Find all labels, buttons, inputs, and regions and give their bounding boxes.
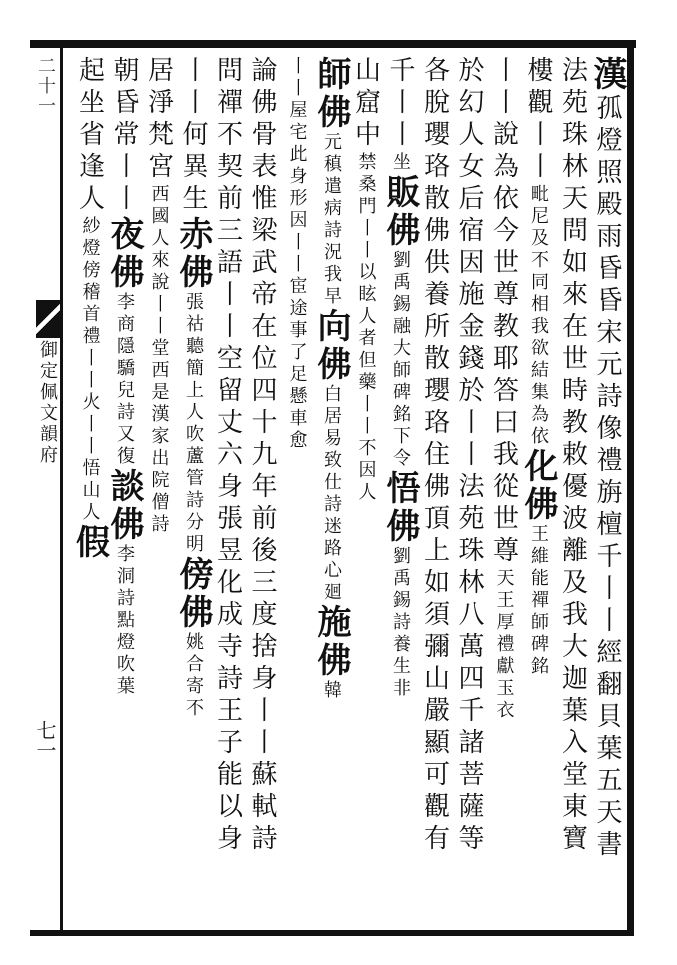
annotation: 王維能禪師碑銘 bbox=[528, 524, 549, 678]
annotation: 因丨丨宦途事了足懸車 bbox=[286, 210, 308, 430]
bottom-frame-rule bbox=[30, 930, 634, 936]
annotation: 白居易致仕詩迷路心廻 bbox=[321, 384, 342, 604]
annotation: 禁桑門丨丨以眩人者 bbox=[355, 152, 377, 350]
annotation: 但藥丨丨不因人 bbox=[355, 350, 377, 504]
headword: 夜佛 bbox=[104, 216, 144, 292]
annotation: 元稹遣病詩況我早 bbox=[321, 132, 342, 308]
book-title: 御定佩文韻府 bbox=[37, 340, 58, 466]
annotation: 劉禹錫詩養生非 bbox=[390, 546, 411, 700]
text-column bbox=[68, 56, 112, 926]
text-run: 起坐省逢人 bbox=[74, 56, 105, 216]
fish-tail-mark bbox=[36, 300, 60, 338]
annotation: 姚合寄不 bbox=[183, 632, 204, 720]
annotation: 火丨丨悟山人 bbox=[79, 392, 101, 524]
text-run: 居淨梵宮 bbox=[143, 56, 174, 184]
annotation: 李洞詩點燈吹葉 bbox=[114, 544, 135, 698]
annotation: 出院僧詩 bbox=[148, 448, 170, 536]
margin-fascicle-number: 二十一 bbox=[35, 56, 56, 116]
headword: 販佛 bbox=[380, 174, 420, 250]
headword: 漢 bbox=[587, 56, 627, 94]
headword: 師佛 bbox=[311, 56, 351, 132]
text-run: 樓觀丨丨 bbox=[523, 56, 553, 184]
headword: 假 bbox=[69, 524, 110, 562]
text-run: 問禪不契前三語丨丨空留丈六身張昱化成寺詩王子能以身 bbox=[212, 56, 243, 856]
annotation: 毗尼及不同相我欲結集為依 bbox=[528, 184, 549, 448]
headword: 傍佛 bbox=[173, 556, 213, 632]
text-run: 丨丨說為依今世尊教耶答曰我從世尊 bbox=[488, 56, 519, 568]
top-frame-rule bbox=[30, 40, 636, 48]
annotation: 愈 bbox=[286, 430, 308, 452]
text-run: 於幻人女后宿因施金錢於丨丨法苑珠林八萬四千諸菩薩等 bbox=[454, 56, 484, 856]
text-run: 孤燈照殿雨昏昏宋元詩像禮旃檀千丨丨經翻貝葉五天書 bbox=[592, 94, 622, 862]
headword: 向佛 bbox=[311, 308, 351, 384]
annotation: 李商隱驕兒詩又復 bbox=[114, 292, 135, 468]
text-run: 山窟中 bbox=[350, 56, 381, 152]
annotation: 坐 bbox=[390, 152, 411, 174]
text-run: 丨丨何異生 bbox=[178, 56, 208, 216]
annotation: 紗燈傍稽首禮丨丨 bbox=[79, 216, 101, 392]
text-run: 千丨丨 bbox=[385, 56, 415, 152]
annotation: 丨丨屋宅此身形 bbox=[286, 56, 308, 210]
text-run: 朝昏常丨丨 bbox=[109, 56, 139, 216]
headword: 化佛 bbox=[518, 448, 558, 524]
headword: 悟佛 bbox=[380, 470, 420, 546]
leaf-number: 七一 bbox=[33, 720, 57, 760]
annotation: 張祜聽簡上人吹蘆管詩分明 bbox=[183, 292, 204, 556]
text-run: 各脫瓔珞散佛供養所散瓔珞住佛頂上如須彌山嚴顯可觀有 bbox=[419, 56, 450, 856]
annotation: 劉禹錫融大師碑銘下令 bbox=[390, 250, 411, 470]
fore-edge-rule bbox=[60, 48, 63, 931]
annotation: 韓 bbox=[321, 680, 342, 702]
headword: 施佛 bbox=[311, 604, 351, 680]
text-run: 論佛骨表惟梁武帝在位四十九年前後三度捨身丨丨蘇軾詩 bbox=[247, 56, 277, 856]
annotation: 西國人來說丨丨堂西是漢家 bbox=[148, 184, 170, 448]
annotation: 天王厚禮獻玉衣 bbox=[493, 568, 515, 722]
text-run: 法苑珠林天問如來在世時教敕優波離及我大迦葉入堂東寶 bbox=[557, 56, 588, 856]
headword: 談佛 bbox=[104, 468, 144, 544]
headword: 赤佛 bbox=[173, 216, 213, 292]
